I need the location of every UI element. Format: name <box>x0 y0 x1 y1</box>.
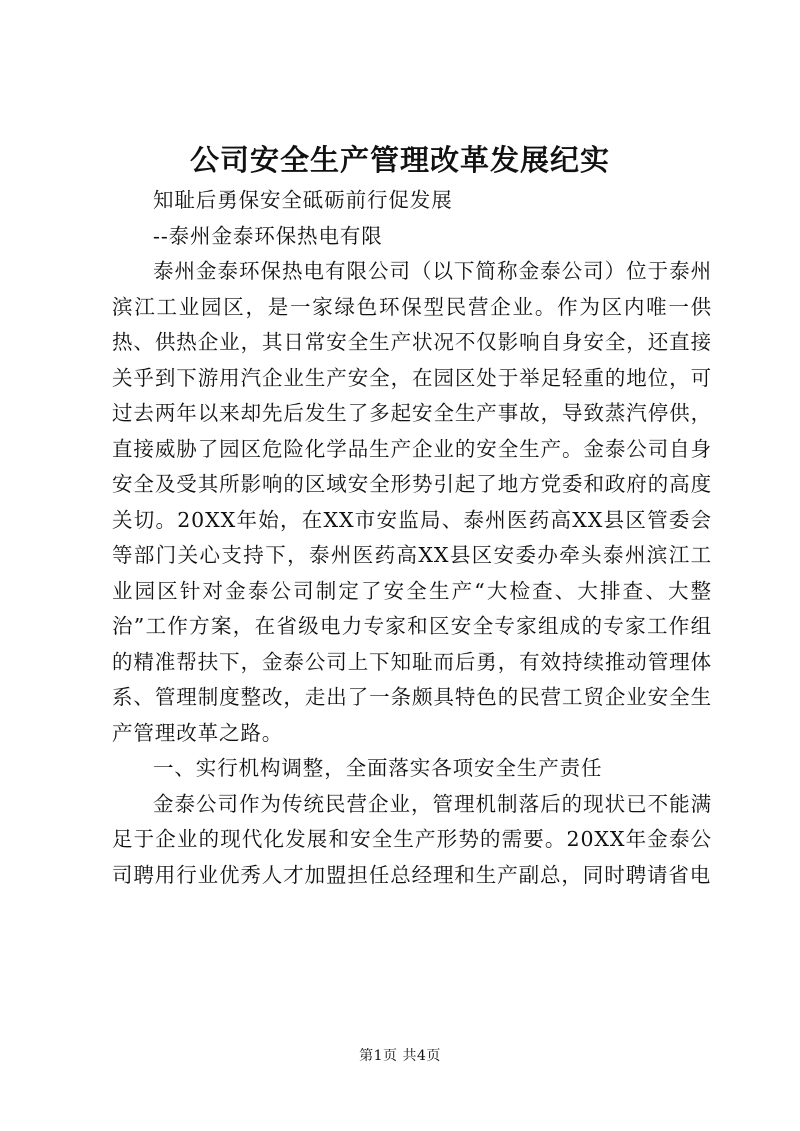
intro-paragraph: 泰州金泰环保热电有限公司（以下简称金泰公司）位于泰州滨江工业园区，是一家绿色环保型民营企业。作为区内唯一供热、供热企业，其日常安全生产状况不仅影响自身安全，还直接关乎到下游用汽企业生产安全，在园区处于举足轻重的地位，可过去两年以来却先后发生了多起安全生产事故，导致蒸汽停供，直接威胁了园区危险化学品生产企业的安全生产。金泰公司自身安全及受其所影响的区域安全形势引起了地方党委和政府的高度关切。20XX年始，在XX市安监局、泰州医药高XX县区管委会等部门关心支持下，泰州医药高XX县区安委办牵头泰州滨江工业园区针对金泰公司制定了安全生产“大检查、大排查、大整治”工作方案，在省级电力专家和区安全专家组成的专家工作组的精准帮扶下，金泰公司上下知耻而后勇，有效持续推动管理体系、管理制度整改，走出了一条颇具特色的民营工贸企业安全生产管理改革之路。 <box>112 259 712 745</box>
company-line-paragraph: --泰州金泰环保热电有限 <box>153 223 383 248</box>
document-title: 公司安全生产管理改革发展纪实 <box>189 143 610 177</box>
section-heading-paragraph: 一、实行机构调整，全面落实各项安全生产责任 <box>153 756 603 780</box>
document-body <box>112 183 712 893</box>
page-footer: 第1页 共4页 <box>359 1048 441 1064</box>
subtitle-paragraph: 知耻后勇保安全砥砺前行促发展 <box>153 188 453 212</box>
section-body-paragraph: 金泰公司作为传统民营企业，管理机制落后的现状已不能满足于企业的现代化发展和安全生产形势的需要。20XX年金泰公司聘用行业优秀人才加盟担任总经理和生产副总，同时聘请省电 <box>112 791 712 887</box>
